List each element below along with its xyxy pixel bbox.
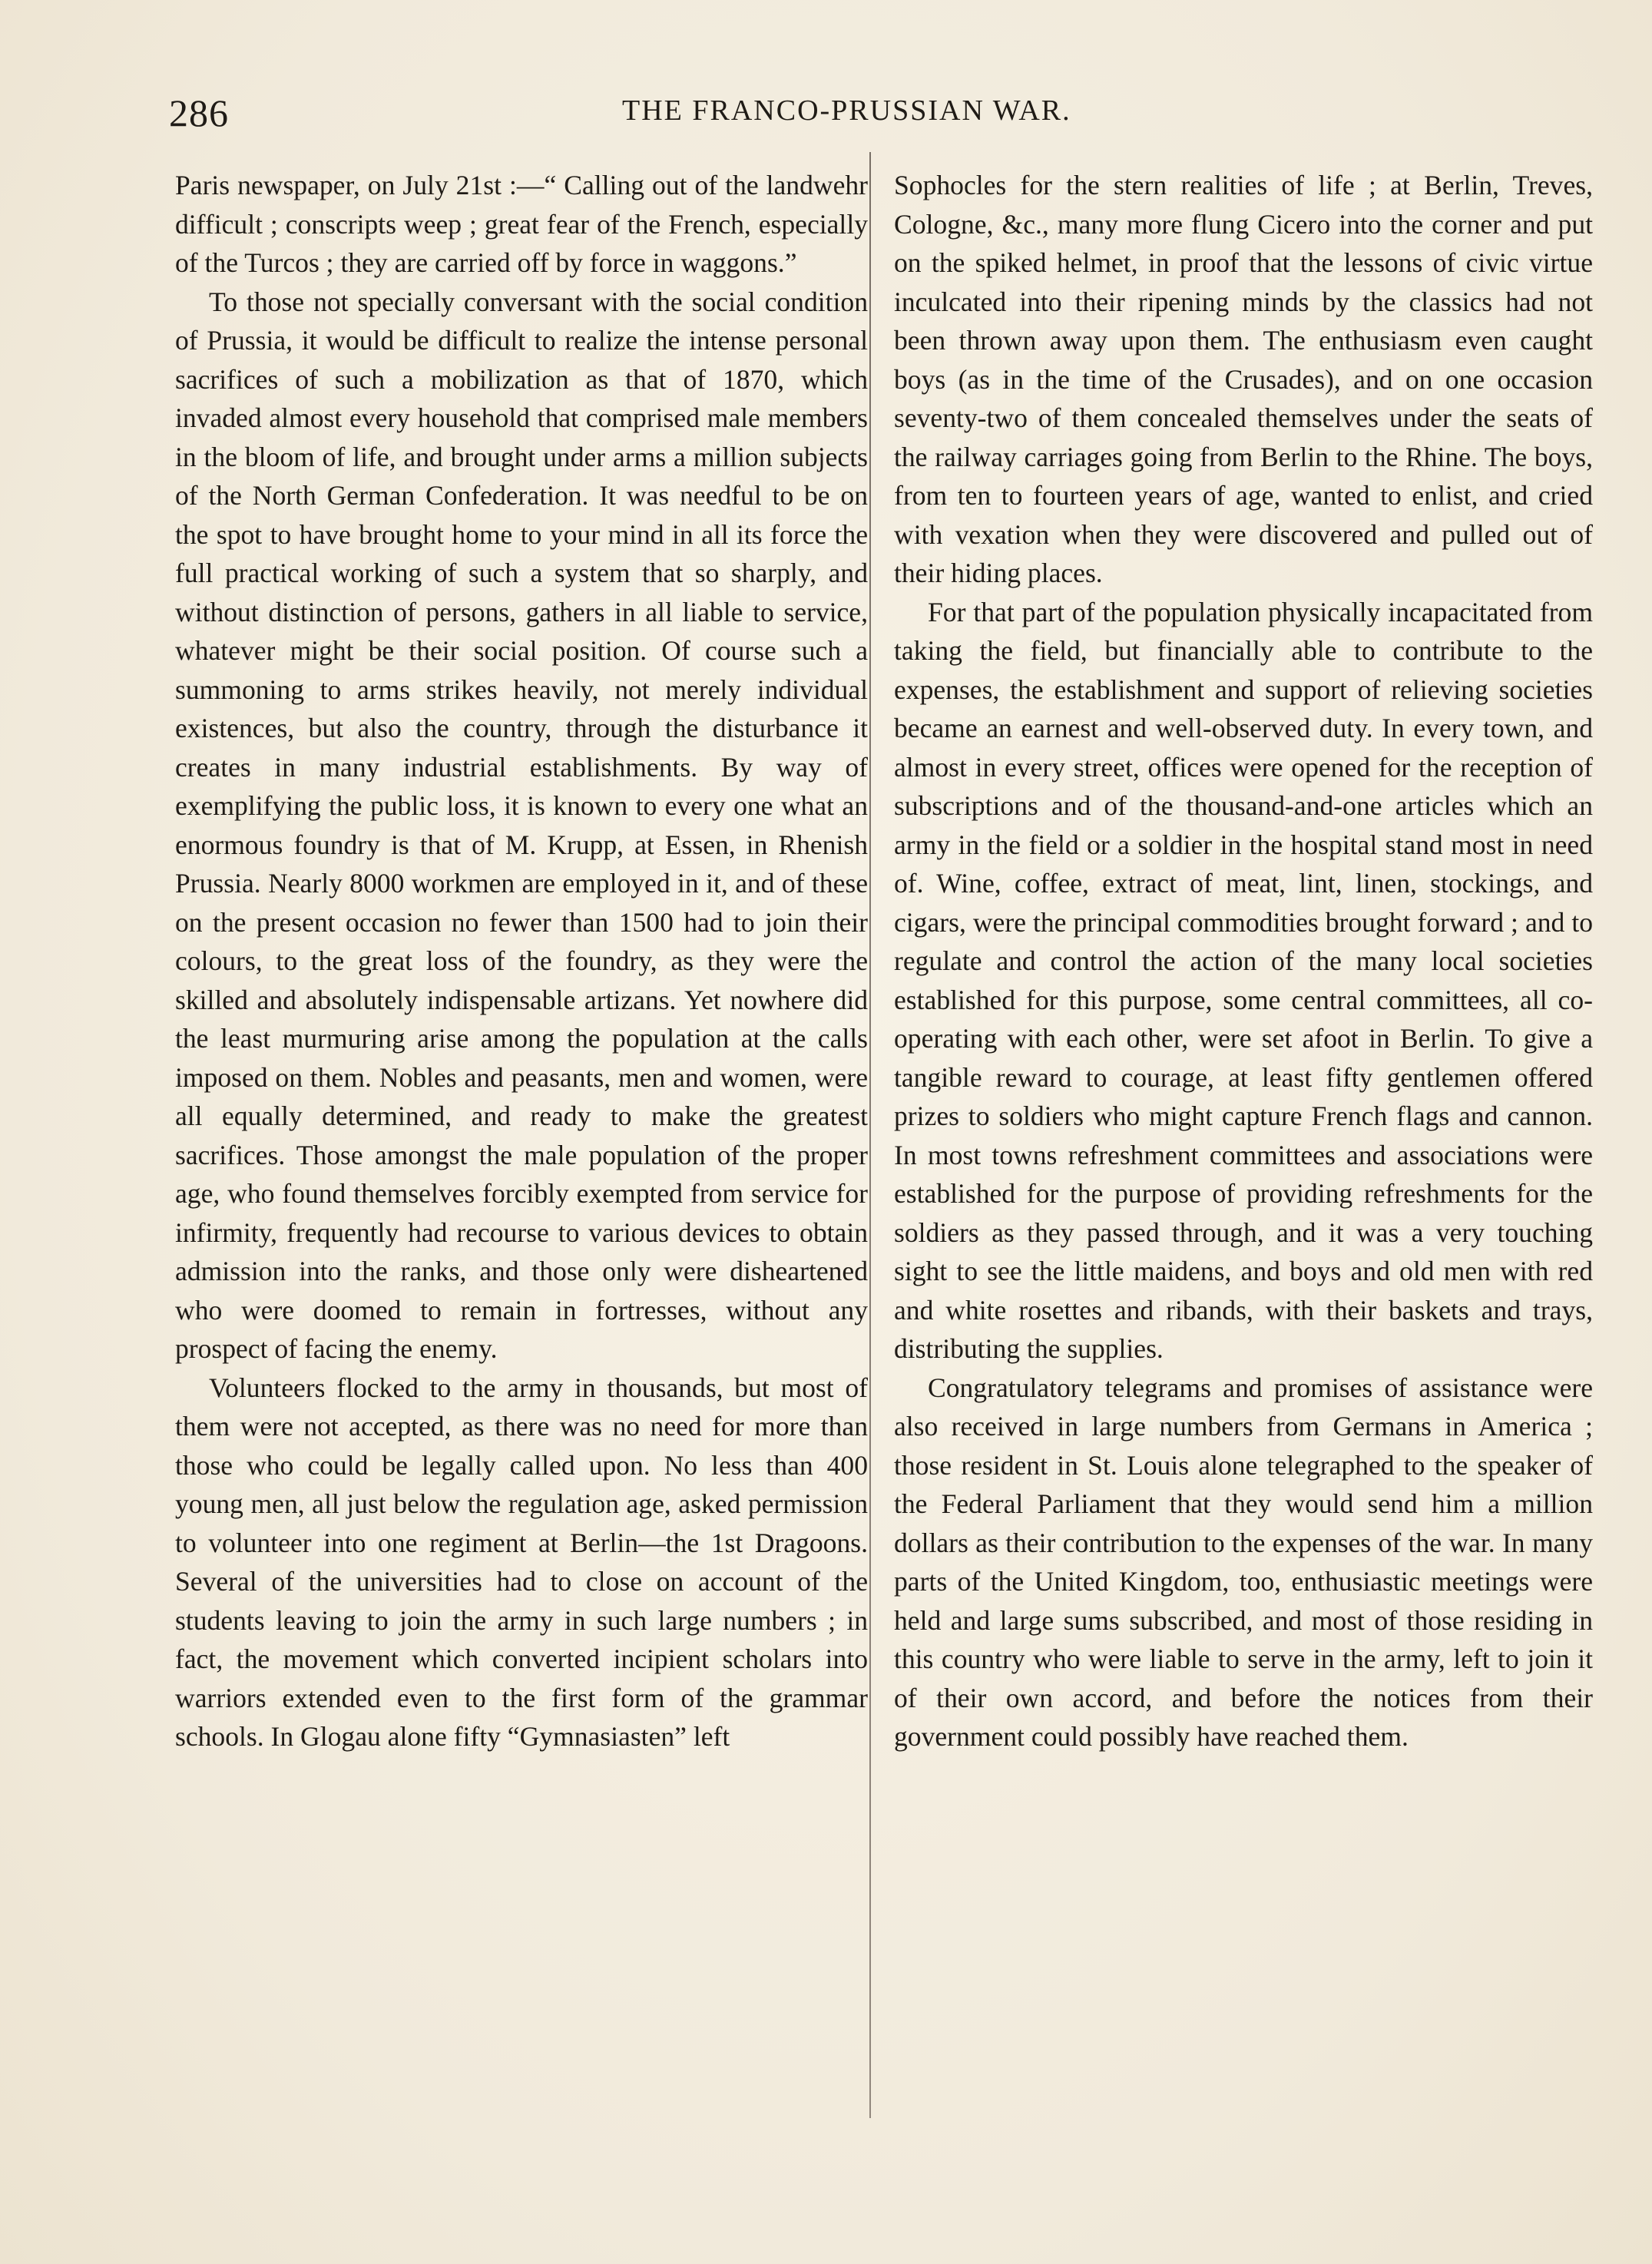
right-paragraph-3: Congratulatory telegrams and promises of assistance were also received in large numbers from Germans in America ; those resident in St. Louis alone telegraphed to the speaker of the Federal Parliament that they would send him a million dollars as their contribution to the expenses of the war. In many parts of the United Kingdom, too, enthusiastic meetings were held and large sums subscribed, and most of those residing in this country who were liable to serve in the army, left to join it of their own accord, and before the notices from their government could possibly have reached them. — [894, 1372, 1593, 1752]
running-title: THE FRANCO-PRUSSIAN WAR. — [622, 94, 1071, 127]
left-paragraph-2: To those not specially conversant with the social condition of Prussia, it would be difficult to realize the intense personal sacrifices of such a mobilization as that of 1870, which invaded almost every household that comprised male members in the bloom of life, and brought under arms a million subjects of the North German Confederation. It was needful to be on the spot to have brought home to your mind in all its force the full practical working of such a system that so sharply, and without distinction of persons, gathers in all liable to service, whatever might be their social position. Of course such a summoning to arms strikes heavily, not merely individual existences, but also the country, through the disturbance it creates in many industrial establishments. By way of exemplifying the public loss, it is known to every one what an enormous foundry is that of M. Krupp, at Essen, in Rhenish Prussia. Nearly 8000 workmen are employed in it, and of these on the present occasion no fewer than 1500 had to join their colours, to the great loss of the foundry, as they were the skilled and absolutely indispensable artizans. Yet nowhere did the least murmuring arise among the population at the calls imposed on them. Nobles and peasants, men and women, were all equally determined, and ready to make the greatest sacrifices. Those amongst the male population of the proper age, who found themselves forcibly exempted from service for infirmity, frequently had recourse to various devices to obtain admission into the ranks, and those only were disheartened who were doomed to remain in fortresses, without any prospect of facing the enemy. — [175, 286, 868, 1364]
column-divider — [869, 152, 871, 2118]
right-column — [894, 166, 1593, 1756]
right-paragraph-1: Sophocles for the stern realities of life ; at Berlin, Treves, Cologne, &c., many more flung Cicero into the corner and put on the spiked helmet, in proof that the lessons of civic virtue inculcated into their ripening minds by the classics had not been thrown away upon them. The enthusiasm even caught boys (as in the time of the Crusades), and on one occasion seventy-two of them concealed themselves under the seats of the railway carriages going from Berlin to the Rhine. The boys, from ten to fourteen years of age, wanted to enlist, and cried with vexation when they were discovered and pulled out of their hiding places. — [894, 170, 1593, 588]
page-number: 286 — [169, 91, 229, 134]
left-paragraph-1: Paris newspaper, on July 21st :—“ Calling out of the landwehr difficult ; conscripts weep ; great fear of the French, especially of the Turcos ; they are carried off by force in waggons.” — [175, 170, 868, 278]
left-column — [175, 166, 868, 1756]
right-paragraph-2: For that part of the population physically incapacitated from taking the field, but financially able to contribute to the expenses, the establishment and support of relieving societies became an earnest and well-observed duty. In every town, and almost in every street, offices were opened for the reception of subscriptions and of the thousand-and-one articles which an army in the field or a soldier in the hospital stand most in need of. Wine, coffee, extract of meat, lint, linen, stockings, and cigars, were the principal commodities brought forward ; and to regulate and control the action of the many local societies established for this purpose, some central committees, all co-operating with each other, were set afoot in Berlin. To give a tangible reward to courage, at least fifty gentlemen offered prizes to soldiers who might capture French flags and cannon. In most towns refreshment committees and associations were established for the purpose of providing refreshments for the soldiers as they passed through, and it was a very touching sight to see the little maidens, and boys and old men with red and white rosettes and ribands, with their baskets and trays, distributing the supplies. — [894, 596, 1593, 1364]
page-header — [169, 91, 1644, 152]
left-paragraph-3: Volunteers flocked to the army in thousands, but most of them were not accepted, as there was no need for more than those who could be legally called upon. No less than 400 young men, all just below the regulation age, asked permission to volunteer into one regiment at Berlin—the 1st Dragoons. Several of the universities had to close on account of the students leaving to join the army in such large numbers ; in fact, the movement which converted incipient scholars into warriors extended even to the first form of the grammar schools. In Glogau alone fifty “Gymnasiasten” left — [175, 1372, 868, 1752]
